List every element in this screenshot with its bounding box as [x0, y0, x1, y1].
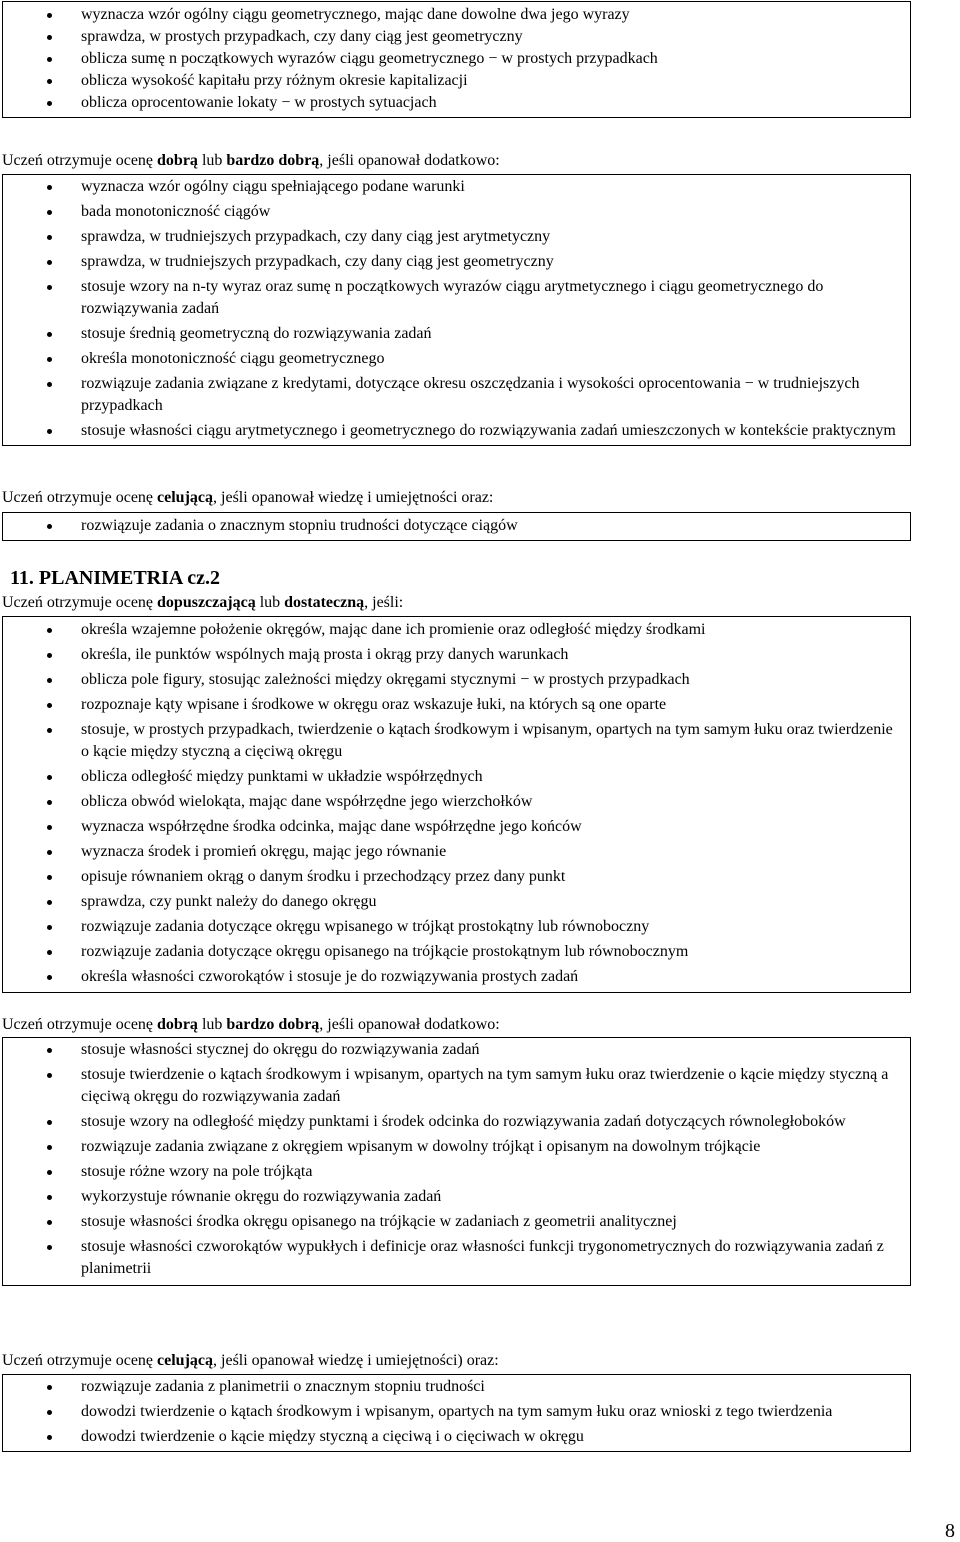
list-item: wykorzystuje równanie okręgu do rozwiązywania zadań — [3, 1186, 910, 1208]
section-title: 11. PLANIMETRIA cz.2 — [10, 567, 220, 589]
list-item: sprawdza, czy punkt należy do danego okręgu — [3, 891, 910, 913]
list-item: sprawdza, w trudniejszych przypadkach, czy dany ciąg jest geometryczny — [3, 251, 910, 273]
criteria-list-sequences-basic — [2, 1, 911, 118]
grade-heading-pass: Uczeń otrzymuje ocenę dopuszczającą lub dostateczną, jeśli: — [2, 594, 404, 611]
page-number: 8 — [945, 1520, 955, 1542]
list-item: rozpoznaje kąty wpisane i środkowe w okręgu oraz wskazuje łuki, na których są one oparte — [3, 694, 910, 716]
list-item: stosuje własności środka okręgu opisanego na trójkącie w zadaniach z geometrii analitycznej — [3, 1211, 910, 1233]
list-item: stosuje różne wzory na pole trójkąta — [3, 1161, 910, 1183]
list-item: sprawdza, w prostych przypadkach, czy dany ciąg jest geometryczny — [3, 26, 910, 48]
list-item: bada monotoniczność ciągów — [3, 201, 910, 223]
grade-heading-excellent: Uczeń otrzymuje ocenę celującą, jeśli opanował wiedzę i umiejętności oraz: — [2, 489, 494, 506]
list-item: oblicza obwód wielokąta, mając dane współrzędne jego wierzchołków — [3, 791, 910, 813]
list-item: rozwiązuje zadania o znacznym stopniu trudności dotyczące ciągów — [3, 515, 910, 537]
list-item: wyznacza wzór ogólny ciągu spełniającego podane warunki — [3, 176, 910, 198]
list-item: dowodzi twierdzenie o kącie między styczną a cięciwą i o cięciwach w okręgu — [3, 1426, 910, 1448]
list-item: stosuje twierdzenie o kątach środkowym i wpisanym, opartych na tym samym łuku oraz twierdzenie o kącie między styczną a cięciwą okręgu do rozwiązywania zadań — [3, 1064, 910, 1108]
list-item: rozwiązuje zadania dotyczące okręgu wpisanego w trójkąt prostokątny lub równoboczny — [3, 916, 910, 938]
list-item: oblicza odległość między punktami w układzie współrzędnych — [3, 766, 910, 788]
list-item: dowodzi twierdzenie o kątach środkowym i wpisanym, opartych na tym samym łuku oraz wnioski z tego twierdzenia — [3, 1401, 910, 1423]
criteria-list-planimetry-good — [2, 1037, 911, 1286]
criteria-list-planimetry-excellent — [2, 1374, 911, 1452]
grade-heading-good: Uczeń otrzymuje ocenę dobrą lub bardzo dobrą, jeśli opanował dodatkowo: — [2, 152, 500, 169]
grade-heading-excellent: Uczeń otrzymuje ocenę celującą, jeśli opanował wiedzę i umiejętności) oraz: — [2, 1352, 499, 1369]
list-item: rozwiązuje zadania związane z okręgiem wpisanym w dowolny trójkąt i opisanym na dowolnym trójkącie — [3, 1136, 910, 1158]
criteria-list-planimetry-pass — [2, 616, 911, 993]
list-item: stosuje własności stycznej do okręgu do rozwiązywania zadań — [3, 1039, 910, 1061]
list-item: określa własności czworokątów i stosuje je do rozwiązywania prostych zadań — [3, 966, 910, 988]
list-item: stosuje, w prostych przypadkach, twierdzenie o kątach środkowym i wpisanym, opartych na tym samym łuku oraz twierdzenie o kącie między styczną a cięciwą okręgu — [3, 719, 910, 763]
list-item: stosuje wzory na n-ty wyraz oraz sumę n początkowych wyrazów ciągu arytmetycznego i ciągu geometrycznego do rozwiązywania zadań — [3, 276, 910, 320]
criteria-list-sequences-good — [2, 174, 911, 446]
list-item: określa wzajemne położenie okręgów, mając dane ich promienie oraz odległość między środkami — [3, 619, 910, 641]
list-item: określa monotoniczność ciągu geometrycznego — [3, 348, 910, 370]
criteria-list-sequences-excellent — [2, 512, 911, 541]
list-item: rozwiązuje zadania związane z kredytami, dotyczące okresu oszczędzania i wysokości oprocentowania − w trudniejszych przypadkach — [3, 373, 910, 417]
list-item: wyznacza środek i promień okręgu, mając jego równanie — [3, 841, 910, 863]
list-item: wyznacza wzór ogólny ciągu geometrycznego, mając dane dowolne dwa jego wyrazy — [3, 4, 910, 26]
list-item: stosuje własności ciągu arytmetycznego i geometrycznego do rozwiązywania zadań umieszczonych w kontekście praktycznym — [3, 420, 910, 442]
list-item: rozwiązuje zadania z planimetrii o znacznym stopniu trudności — [3, 1376, 910, 1398]
list-item: określa, ile punktów wspólnych mają prosta i okrąg przy danych warunkach — [3, 644, 910, 666]
list-item: oblicza wysokość kapitału przy różnym okresie kapitalizacji — [3, 70, 910, 92]
list-item: stosuje własności czworokątów wypukłych i definicje oraz własności funkcji trygonometrycznych do rozwiązywania zadań z planimetrii — [3, 1236, 910, 1280]
list-item: stosuje średnią geometryczną do rozwiązywania zadań — [3, 323, 910, 345]
list-item: oblicza oprocentowanie lokaty − w prostych sytuacjach — [3, 92, 910, 114]
list-item: rozwiązuje zadania dotyczące okręgu opisanego na trójkącie prostokątnym lub równobocznym — [3, 941, 910, 963]
list-item: sprawdza, w trudniejszych przypadkach, czy dany ciąg jest arytmetyczny — [3, 226, 910, 248]
list-item: wyznacza współrzędne środka odcinka, mając dane współrzędne jego końców — [3, 816, 910, 838]
list-item: oblicza pole figury, stosując zależności między okręgami stycznymi − w prostych przypadkach — [3, 669, 910, 691]
list-item: opisuje równaniem okrąg o danym środku i przechodzący przez dany punkt — [3, 866, 910, 888]
grade-heading-good: Uczeń otrzymuje ocenę dobrą lub bardzo dobrą, jeśli opanował dodatkowo: — [2, 1016, 500, 1033]
list-item: oblicza sumę n początkowych wyrazów ciągu geometrycznego − w prostych przypadkach — [3, 48, 910, 70]
list-item: stosuje wzory na odległość między punktami i środek odcinka do rozwiązywania zadań dotyczących równoległoboków — [3, 1111, 910, 1133]
